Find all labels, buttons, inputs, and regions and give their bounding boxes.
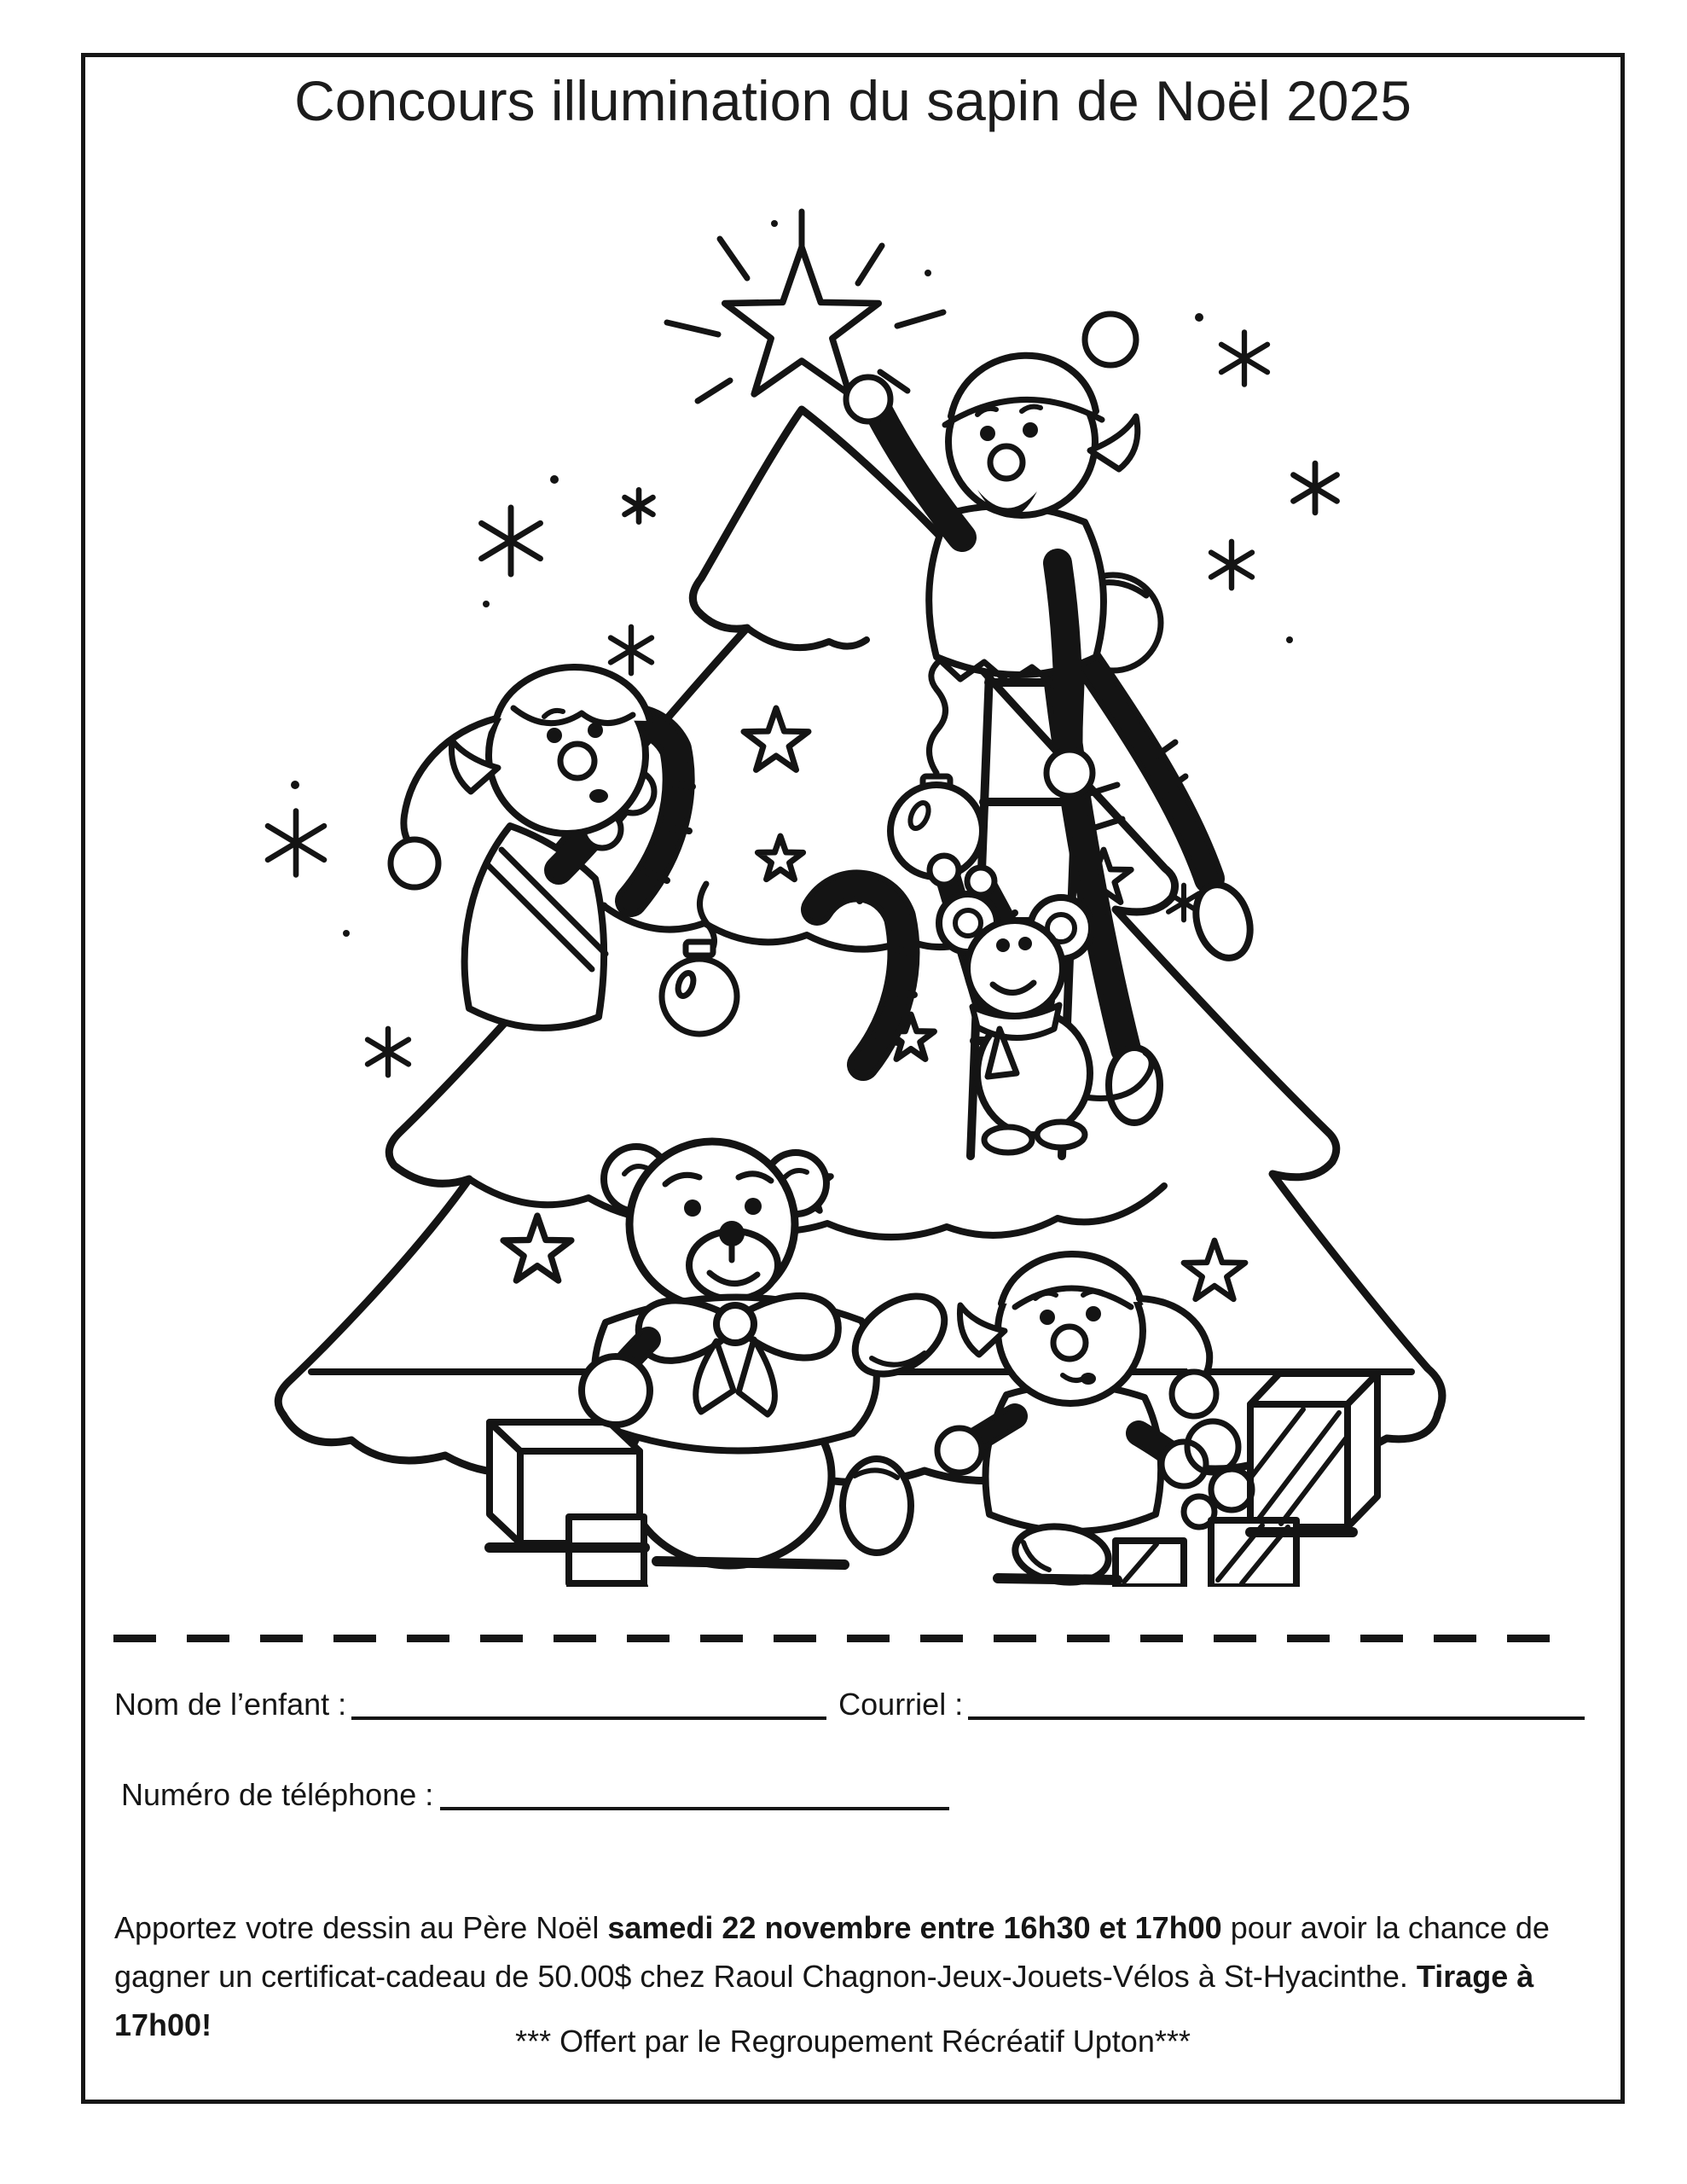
cut-line <box>113 1635 1577 1642</box>
elf-mitten <box>846 377 890 421</box>
form-row-name-email <box>114 1686 1585 1722</box>
bow-knot <box>716 1305 754 1343</box>
bear-foot <box>582 1356 650 1425</box>
tree-topper-star <box>725 247 879 394</box>
child-name-label: Nom de l’enfant : <box>114 1687 347 1722</box>
email-field[interactable] <box>968 1686 1585 1720</box>
instructions-draw-bold: Tirage à 17h00! <box>114 1958 1534 2042</box>
instructions-text: pour avoir la chance de gagner un certificat-cadeau de 50.00$ chez Raoul Chagnon-Jeux-Jouets-Vélos à St-Hyacinthe. <box>114 1910 1550 1994</box>
form-row-phone <box>121 1776 949 1813</box>
email-label: Courriel : <box>838 1687 964 1722</box>
hat-pompom <box>1172 1372 1216 1416</box>
phone-field[interactable] <box>440 1776 949 1810</box>
footer-credit: *** Offert par le Regroupement Récréatif Upton*** <box>515 2024 1191 2059</box>
child-name-field[interactable] <box>351 1686 826 1720</box>
gift-blocks-left <box>490 1422 645 1587</box>
phone-label: Numéro de téléphone : <box>121 1777 434 1812</box>
hat-pompom <box>391 839 438 887</box>
coloring-illustration <box>128 196 1561 1587</box>
mouse-head <box>967 921 1063 1016</box>
instructions-text: Apportez votre dessin au Père Noël <box>114 1910 608 1945</box>
hat-pompom <box>1085 314 1136 365</box>
elf-mitten <box>1162 1442 1206 1486</box>
elf-mitten <box>937 1428 982 1472</box>
instructions-date-bold: samedi 22 novembre entre 16h30 et 17h00 <box>607 1910 1222 1945</box>
page-title: Concours illumination du sapin de Noël 2025 <box>294 69 1412 132</box>
